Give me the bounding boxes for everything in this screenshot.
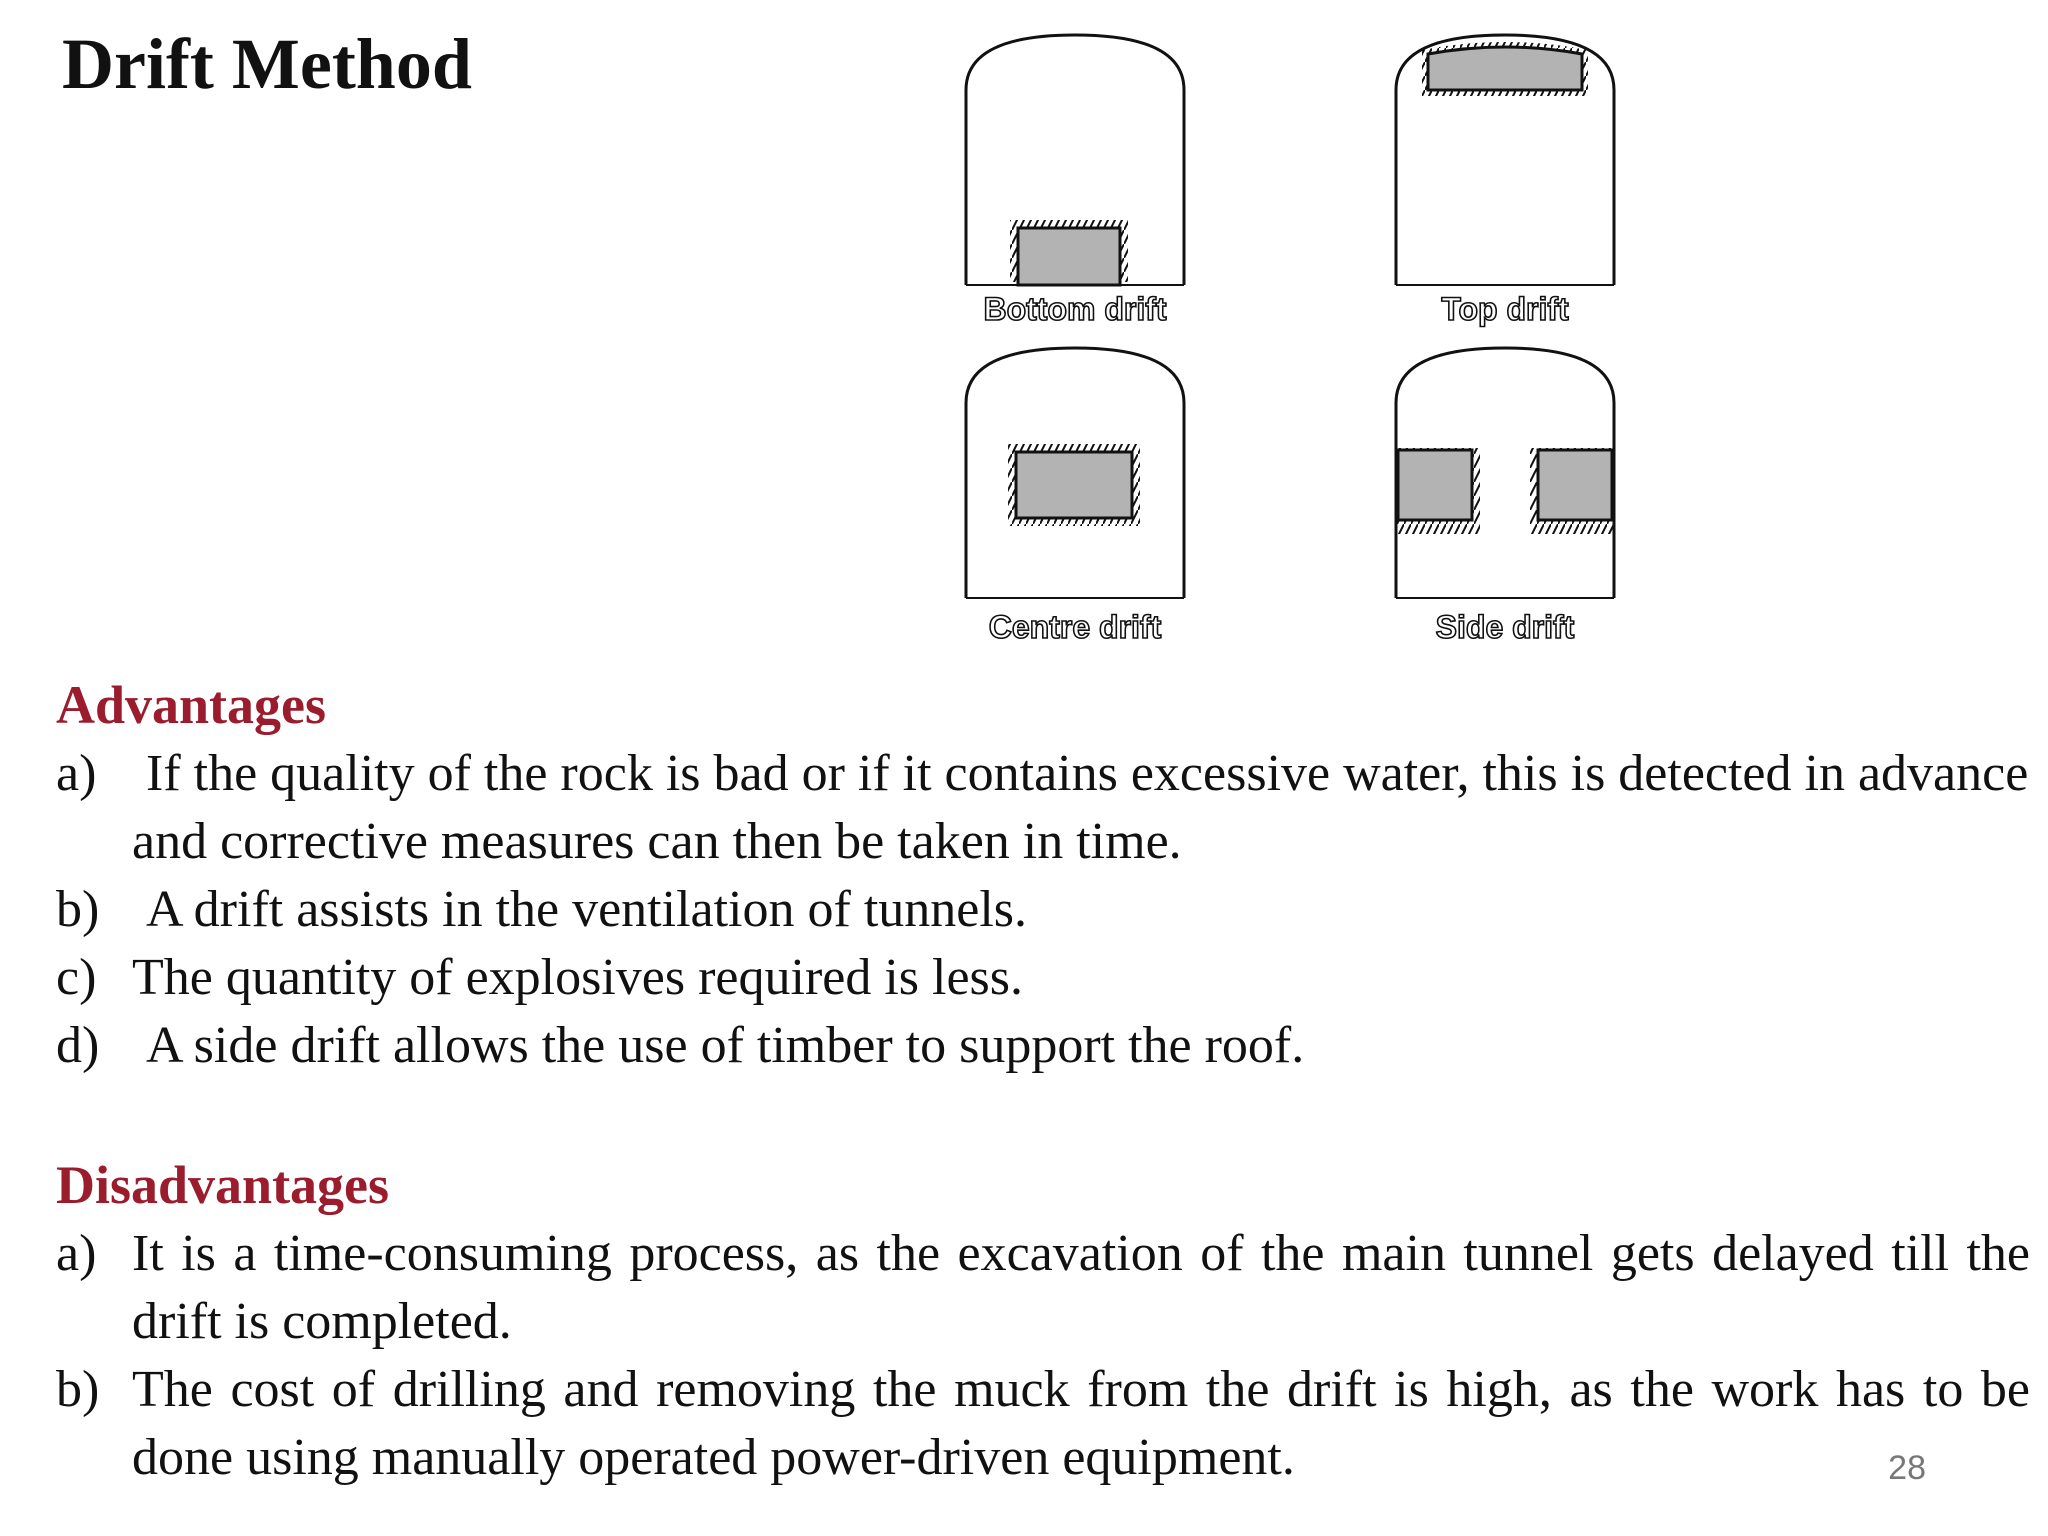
drift-types-diagram <box>900 20 1680 660</box>
top-drift-label: Top drift <box>1441 291 1569 327</box>
list-item <box>56 1356 2030 1492</box>
slide-title: Drift Method <box>62 24 472 104</box>
side-drift-figure <box>1396 348 1614 645</box>
top-drift-figure <box>1396 35 1614 327</box>
drift-shape <box>1018 228 1120 285</box>
bottom-drift-label: Bottom drift <box>983 291 1167 327</box>
advantages-list <box>56 740 2030 1080</box>
list-item <box>56 1012 2030 1080</box>
list-marker: d) <box>56 1017 100 1074</box>
list-item-text: If the quality of the rock is bad or if it contains excessive water, this is detected in advance and corrective measures can then be taken in time. <box>132 745 2029 870</box>
list-marker: a) <box>56 1225 97 1282</box>
list-marker: c) <box>56 949 97 1006</box>
page-number: 28 <box>1888 1449 1926 1487</box>
drift-diagram-svg <box>900 20 1680 660</box>
bottom-drift-figure <box>966 35 1184 327</box>
side-drift-label: Side drift <box>1435 609 1575 645</box>
drift-shape-left <box>1398 450 1472 520</box>
disadvantages-heading: Disadvantages <box>56 1155 390 1215</box>
centre-drift-figure <box>966 348 1184 645</box>
list-marker: a) <box>56 745 97 802</box>
centre-drift-label: Centre drift <box>988 609 1162 645</box>
advantages-heading: Advantages <box>56 675 327 735</box>
list-item <box>56 740 2030 876</box>
list-item-text: A drift assists in the ventilation of tunnels. <box>146 881 1028 938</box>
list-item <box>56 944 2030 1012</box>
drift-shape <box>1016 452 1132 518</box>
list-item-text: The cost of drilling and removing the muck from the drift is high, as the work has to be done using manually operated power-driven equipment. <box>132 1361 2030 1486</box>
drift-shape-right <box>1538 450 1612 520</box>
list-item <box>56 876 2030 944</box>
list-item-text: A side drift allows the use of timber to support the roof. <box>146 1017 1305 1074</box>
list-item-text: The quantity of explosives required is less. <box>132 949 1024 1006</box>
disadvantages-list <box>56 1220 2030 1492</box>
list-item <box>56 1220 2030 1356</box>
list-marker: b) <box>56 881 100 938</box>
drift-shape <box>1428 47 1582 90</box>
list-item-text: It is a time-consuming process, as the excavation of the main tunnel gets delayed till the drift is completed. <box>132 1225 2030 1350</box>
list-marker: b) <box>56 1361 100 1418</box>
